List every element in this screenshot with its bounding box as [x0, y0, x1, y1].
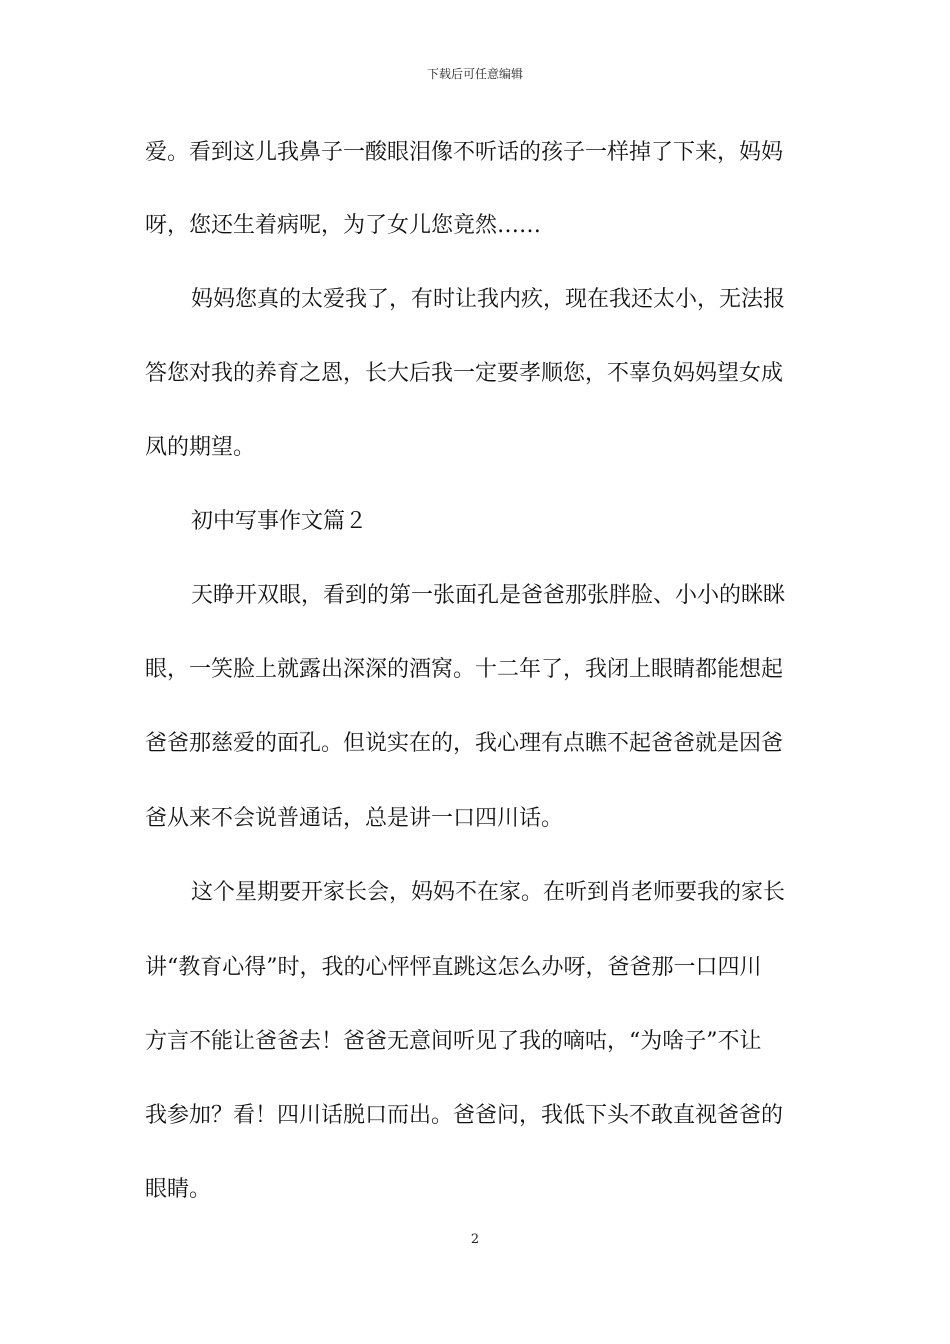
text-line: 讲“教育心得”时，我的心怦怦直跳这怎么办呀，爸爸那一口四川: [145, 955, 762, 980]
page-header-note: 下载后可任意编辑: [426, 67, 523, 81]
text-line: 呀，您还生着病呢，为了女儿您竟然……: [145, 213, 542, 238]
paragraph-start-line: 妈妈您真的太爱我了，有时让我内疚，现在我还太小，无法报: [191, 287, 786, 312]
text-line: 答您对我的养育之恩，长大后我一定要孝顺您，不辜负妈妈望女成: [145, 361, 784, 386]
page-number: 2: [470, 1232, 480, 1247]
section-heading: 初中写事作文篇２: [191, 509, 368, 534]
text-line: 爸从来不会说普通话，总是讲一口四川话。: [145, 806, 564, 831]
text-line: 方言不能让爸爸去！爸爸无意间听见了我的嘀咕，“为啥子”不让: [145, 1029, 762, 1054]
text-line: 我参加？看！四川话脱口而出。爸爸问，我低下头不敢直视爸爸的: [145, 1103, 784, 1128]
text-line: 眼，一笑脸上就露出深深的酒窝。十二年了，我闭上眼睛都能想起: [145, 657, 784, 682]
paragraph-start-line: 天睁开双眼，看到的第一张面孔是爸爸那张胖脸、小小的眯眯: [191, 583, 786, 608]
paragraph-start-line: 这个星期要开家长会，妈妈不在家。在听到肖老师要我的家长: [191, 880, 786, 905]
text-line: 凤的期望。: [145, 435, 256, 460]
text-line: 爸爸那慈爱的面孔。但说实在的，我心理有点瞧不起爸爸就是因爸: [145, 731, 784, 756]
text-line: 眼睛。: [145, 1177, 212, 1202]
text-line: 爱。看到这儿我鼻子一酸眼泪像不听话的孩子一样掉了下来，妈妈: [145, 140, 784, 165]
